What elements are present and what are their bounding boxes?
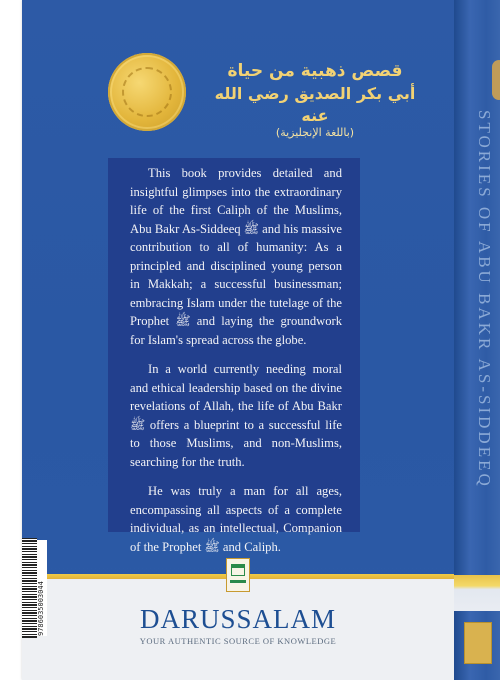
publisher-name: DARUSSALAM — [139, 604, 337, 634]
arabic-title — [200, 60, 430, 141]
spine-title: STORIES OF ABU BAKR AS-SIDDEEQ — [475, 110, 494, 489]
blurb-paragraph: This book provides detailed and insightful glimpses into the extraordinary life of the first Caliph of the Muslims, Abu Bakr As-Siddeeq ﷺ and his massive contribution to all of humanity: As a principled and disciplined young person in Makkah; a successful businessman; embracing Islam under the tutelage of the Prophet ﷺ and laying the groundwork for Islam's spread across the globe. — [130, 166, 343, 347]
arabic-title-language: (باللغة الإنجليزية) — [275, 126, 355, 140]
publisher-logo-icon — [226, 558, 250, 592]
spine-badge — [492, 60, 500, 100]
barcode-number: 9786035003044 — [37, 540, 47, 636]
book-spine — [454, 0, 500, 680]
spine-logo-icon — [464, 622, 492, 664]
gold-medallion-icon — [108, 53, 186, 131]
arabic-title-line-1: قصص ذهبية من حياة — [227, 61, 403, 81]
spine-bottom-band — [454, 575, 500, 611]
arabic-title-line-2: أبي بكر الصديق رضي الله عنه — [214, 83, 416, 125]
blurb-paragraph: He was truly a man for all ages, encompassing all aspects of a complete individual, as an intellectual, Companion of the Prophet ﷺ and Caliph. — [130, 484, 342, 554]
blurb-paragraph: In a world currently needing moral and ethical leadership based on the divine revelations of Allah, the life of Abu Bakr ﷺ offers a blueprint to a successful life to those Muslims, and non-Muslims, searching for the truth. — [130, 362, 342, 469]
publisher-tagline: YOUR AUTHENTIC SOURCE OF KNOWLEDGE — [139, 636, 337, 646]
blurb-panel — [108, 158, 360, 554]
